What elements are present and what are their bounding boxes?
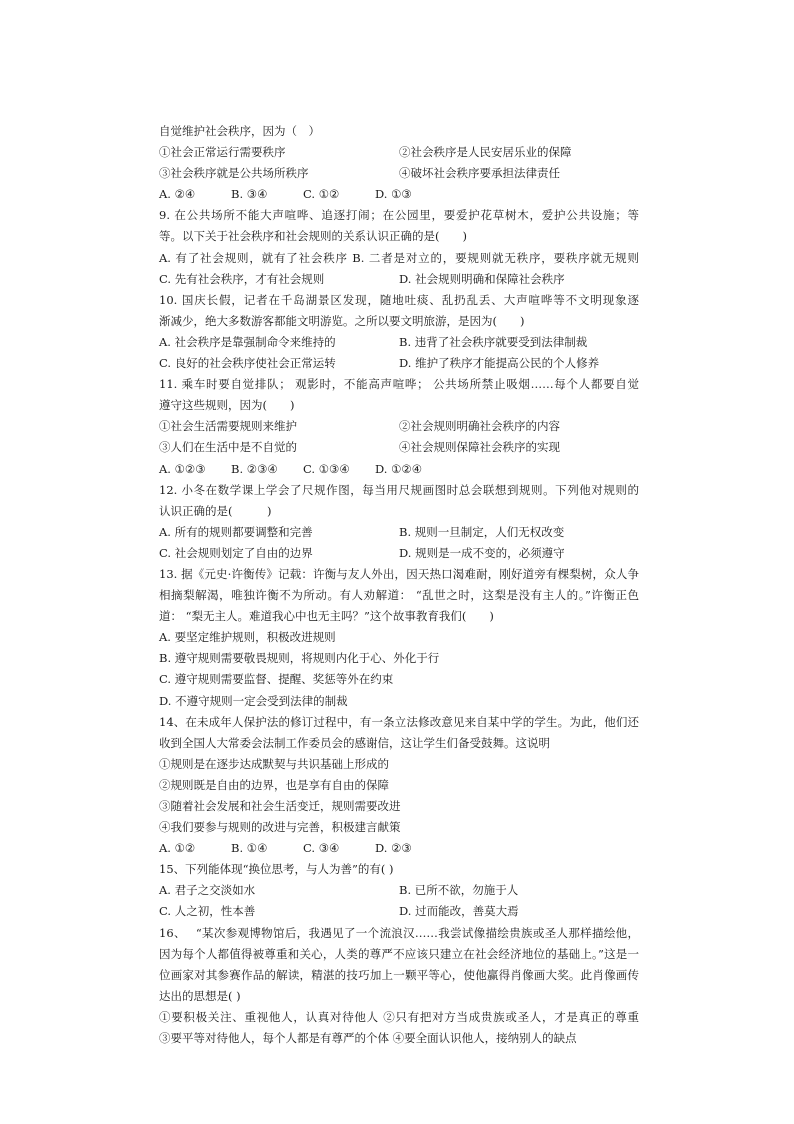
text-line: ④我们要参与规则的改进与完善，积极建言献策	[159, 820, 401, 835]
text-line: B. 遵守规则需要敬畏规则，将规则内化于心、外化于行	[159, 651, 440, 666]
text-line: 9. 在公共场所不能大声喧哗、追逐打闹；在公园里，要爱护花草树木，爱护公共设施；等	[159, 208, 639, 223]
option-item: A. 君子之交淡如水	[159, 883, 256, 898]
option-item: B. 违背了社会秩序就要受到法律制裁	[399, 334, 588, 349]
text-line: 道： “梨无主人。难道我心中也无主吗？”这个故事教育我们( )	[159, 609, 494, 624]
text-line: 15、下列能体现“换位思考，与人为善”的有( )	[159, 862, 394, 877]
option-row	[159, 901, 639, 922]
text-line: ③要平等对待他人，每个人都是有尊严的个体 ④要全面认识他人，接纳别人的缺点	[159, 1031, 577, 1046]
option-item: C. ①③④	[303, 461, 350, 476]
option-item: A. 所有的规则都要调整和完善	[159, 524, 313, 539]
text-line: 位画家对其参赛作品的解读，精湛的技巧加上一颗平等心，使他赢得肖像画大奖。此肖像画传	[159, 967, 639, 982]
option-item: B. ①④	[231, 841, 268, 856]
option-row	[159, 142, 639, 163]
text-line: ①要积极关注、重视他人，认真对待他人 ②只有把对方当成贵族或圣人，才是真正的尊重	[159, 1009, 639, 1024]
text-line: ③随着社会发展和社会生活变迁，规则需要改进	[159, 799, 401, 813]
text-line: 达出的思想是( )	[159, 988, 241, 1003]
text-line: D. 不遵守规则一定会受到法律的制裁	[159, 693, 348, 708]
question-text-block	[159, 121, 639, 1049]
option-item: A. ②④	[159, 187, 196, 202]
option-row	[159, 838, 639, 859]
option-row	[159, 416, 639, 437]
option-row	[159, 269, 639, 290]
option-item: D. 规则是一成不变的，必须遵守	[399, 545, 565, 560]
option-item: ②社会秩序是人民安居乐业的保障	[399, 145, 572, 160]
option-row	[159, 353, 639, 374]
option-item: D. 过而能改，善莫大焉	[399, 904, 519, 919]
option-row	[159, 332, 639, 353]
option-item: ②社会规则明确社会秩序的内容	[399, 419, 560, 434]
option-row	[159, 522, 639, 543]
option-row	[159, 163, 639, 184]
option-item: A. ①②③	[159, 461, 206, 476]
option-item: B. ③④	[231, 187, 268, 202]
option-item: A. 社会秩序是靠强制命令来维持的	[159, 334, 336, 349]
text-line: 相摘梨解渴，唯独许衡不为所动。有人劝解道： “乱世之时，这梨是没有主人的。”许衡正色	[159, 588, 639, 603]
text-line: A. 要坚定维护规则，积极改进规则	[159, 630, 336, 645]
option-item: D. 社会规则明确和保障社会秩序	[399, 271, 565, 286]
text-line: 16、 “某次参观博物馆后，我遇见了一个流浪汉……我尝试像描绘贵族或圣人那样描绘他，	[159, 925, 639, 940]
text-line: 认识正确的是( )	[159, 503, 272, 518]
option-item: D. 维护了秩序才能提高公民的个人修养	[399, 356, 600, 371]
option-item: A. ①②	[159, 841, 196, 856]
option-item: ①社会生活需要规则来维护	[159, 419, 297, 434]
text-line: C. 遵守规则需要监督、提醒、奖惩等外在约束	[159, 672, 394, 687]
option-item: C. 社会规则划定了自由的边界	[159, 545, 313, 560]
option-item: ④社会规则保障社会秩序的实现	[399, 440, 560, 455]
option-item: ③社会秩序就是公共场所秩序	[159, 166, 309, 181]
option-item: B. ②③④	[231, 461, 278, 476]
option-item: C. ①②	[303, 187, 340, 202]
text-line: 收到全国人大常委会法制工作委员会的感谢信，这让学生们备受鼓舞。这说明	[159, 735, 550, 750]
text-line: 12. 小冬在数学课上学会了尺规作图，每当用尺规画图时总会联想到规则。下列他对规则的	[159, 482, 639, 497]
text-line: A. 有了社会规则，就有了社会秩序 B. 二者是对立的，要规则就无秩序，要秩序就无规则	[159, 250, 639, 265]
option-row	[159, 437, 639, 458]
text-line: 10. 国庆长假，记者在千岛湖景区发现，随地吐痰、乱扔乱丢、大声喧哗等不文明现象逐	[159, 292, 639, 307]
option-item: ③人们在生活中是不自觉的	[159, 440, 297, 455]
option-row	[159, 880, 639, 901]
option-item: B. 规则一旦制定，人们无权改变	[399, 524, 565, 539]
text-line: 13. 据《元史·许衡传》记载：许衡与友人外出，因天热口渴难耐，刚好道旁有棵梨树，众人争	[159, 566, 639, 581]
option-item: D. ①②④	[375, 461, 423, 476]
option-row	[159, 184, 639, 205]
text-line: ②规则既是自由的边界，也是享有自由的保障	[159, 777, 389, 792]
option-item: C. 人之初，性本善	[159, 904, 256, 919]
text-line: 渐减少，绝大多数游客都能文明游览。之所以要文明旅游，是因为( )	[159, 313, 525, 328]
text-line: 等。以下关于社会秩序和社会规则的关系认识正确的是( )	[159, 229, 467, 244]
option-item: ④破坏社会秩序要承担法律责任	[399, 166, 560, 181]
option-item: D. ②③	[375, 841, 412, 856]
option-item: D. ①③	[375, 187, 412, 202]
option-item: C. 良好的社会秩序使社会正常运转	[159, 356, 336, 371]
option-row	[159, 459, 639, 480]
text-line: 因为每个人都值得被尊重和关心，人类的尊严不应该只建立在社会经济地位的基础上。”这是一	[159, 946, 639, 961]
option-item: C. ③④	[303, 841, 340, 856]
text-line: 遵守这些规则，因为( )	[159, 398, 295, 413]
option-item: C. 先有社会秩序，才有社会规则	[159, 271, 325, 286]
option-item: B. 已所不欲，勿施于人	[399, 883, 519, 898]
text-line: 自觉维护社会秩序，因为（ ）	[159, 124, 320, 138]
option-row	[159, 543, 639, 564]
option-item: ①社会正常运行需要秩序	[159, 145, 286, 160]
text-line: ①规则是在逐步达成默契与共识基础上形成的	[159, 756, 389, 771]
text-line: 11. 乘车时要自觉排队； 观影时，不能高声喧哗； 公共场所禁止吸烟……每个人都要自觉	[159, 377, 639, 392]
text-line: 14、在未成年人保护法的修订过程中，有一条立法修改意见来自某中学的学生。为此，他们还	[159, 714, 639, 729]
